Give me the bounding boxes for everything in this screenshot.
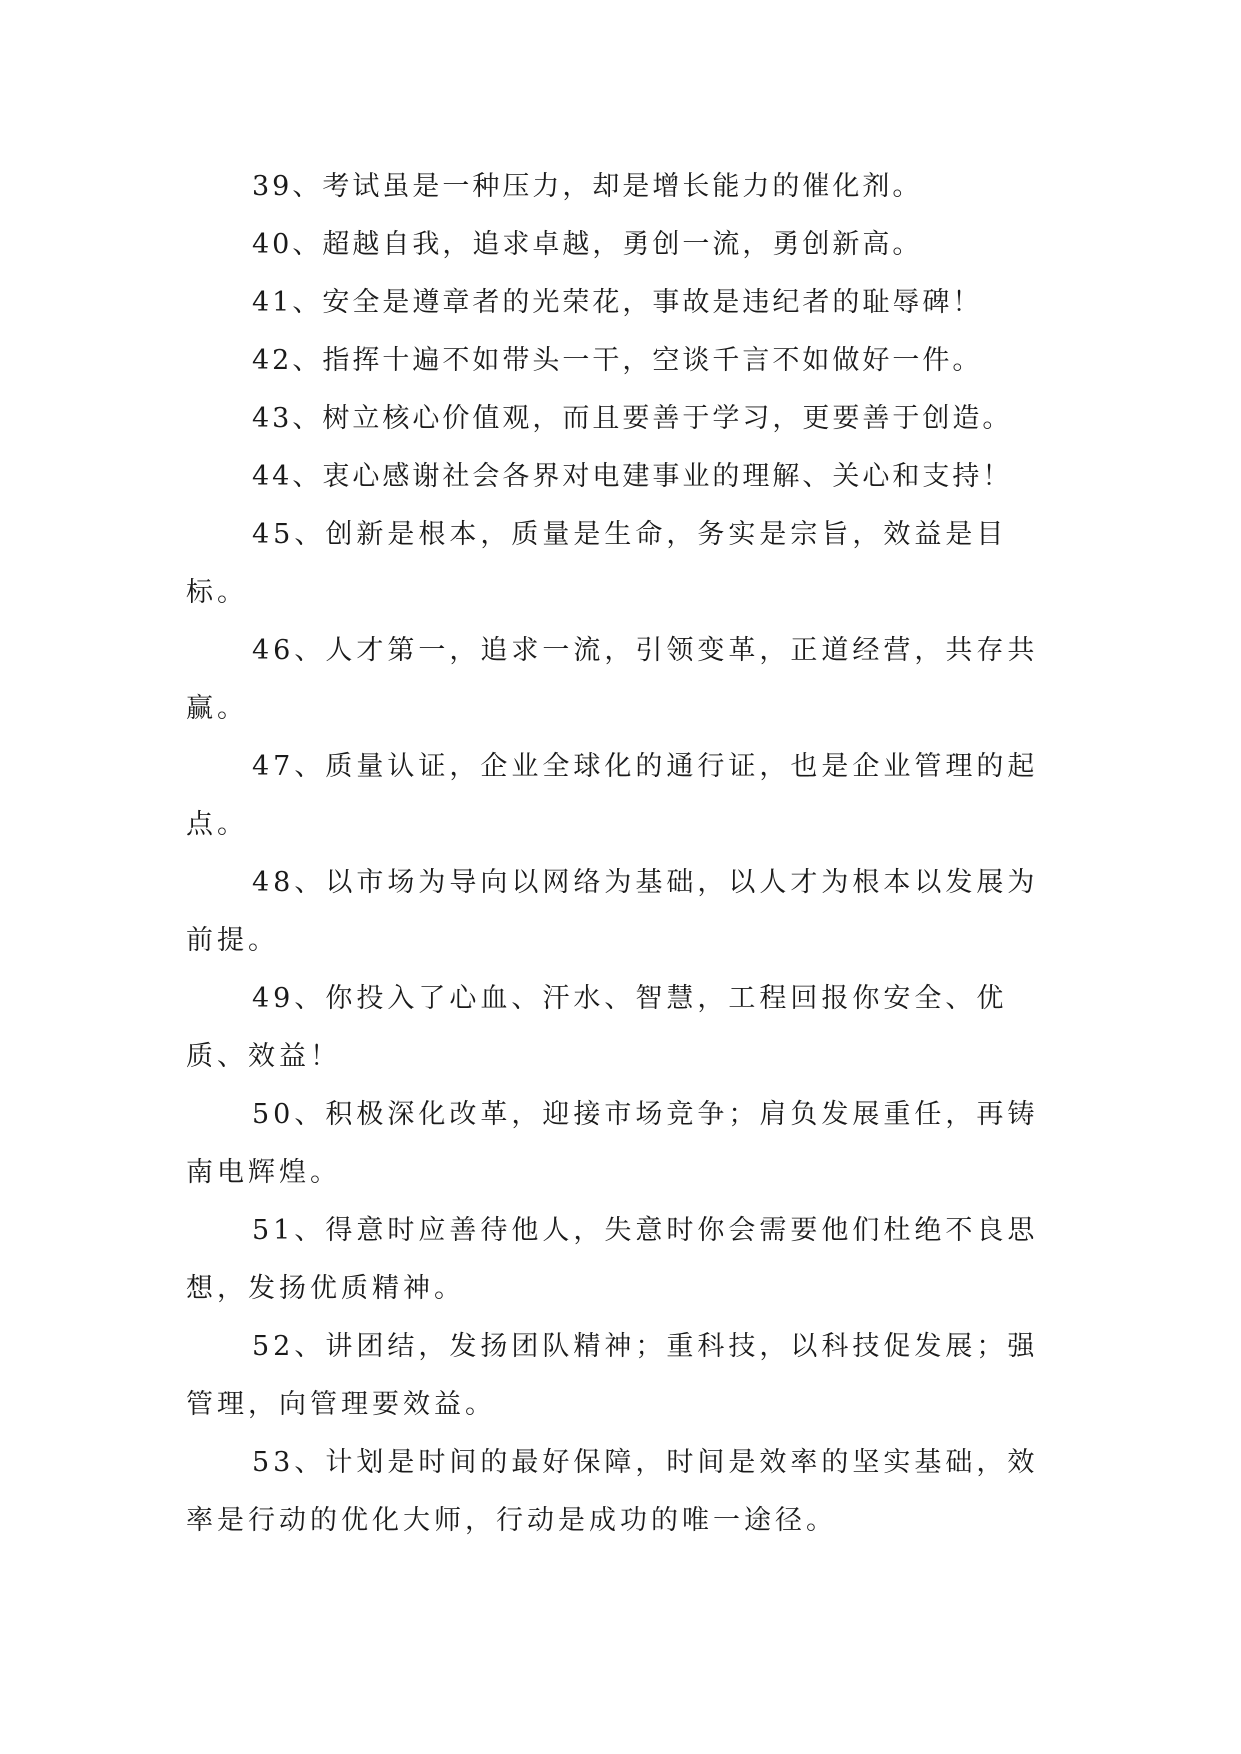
paragraph-44: 44、衷心感谢社会各界对电建事业的理解、关心和支持！ — [252, 461, 1013, 492]
paragraph-49: 49、你投入了心血、汗水、智慧，工程回报你安全、优质、效益！ — [186, 983, 1008, 1072]
paragraph-47: 47、质量认证，企业全球化的通行证，也是企业管理的起点。 — [186, 751, 1039, 840]
paragraph-45: 45、创新是根本，质量是生命，务实是宗旨，效益是目标。 — [186, 519, 1008, 608]
paragraph-41: 41、安全是遵章者的光荣花，事故是违纪者的耻辱碑！ — [252, 287, 983, 318]
paragraph-48: 48、以市场为导向以网络为基础，以人才为根本以发展为前提。 — [186, 867, 1039, 956]
paragraph-40: 40、超越自我，追求卓越，勇创一流，勇创新高。 — [252, 229, 923, 260]
paragraph-52: 52、讲团结，发扬团队精神；重科技，以科技促发展；强管理，向管理要效益。 — [186, 1331, 1039, 1420]
paragraph-50: 50、积极深化改革，迎接市场竞争；肩负发展重任，再铸南电辉煌。 — [186, 1099, 1039, 1188]
paragraph-51: 51、得意时应善待他人，失意时你会需要他们杜绝不良思想，发扬优质精神。 — [186, 1215, 1039, 1304]
paragraph-43: 43、树立核心价值观，而且要善于学习，更要善于创造。 — [252, 403, 1013, 434]
paragraph-46: 46、人才第一，追求一流，引领变革，正道经营，共存共赢。 — [186, 635, 1039, 724]
paragraph-42: 42、指挥十遍不如带头一干，空谈千言不如做好一件。 — [252, 345, 983, 376]
paragraph-53: 53、计划是时间的最好保障，时间是效率的坚实基础，效率是行动的优化大师，行动是成功的唯一途径。 — [186, 1447, 1039, 1536]
document-body — [186, 158, 1046, 1550]
paragraph-39: 39、考试虽是一种压力，却是增长能力的催化剂。 — [252, 171, 923, 202]
